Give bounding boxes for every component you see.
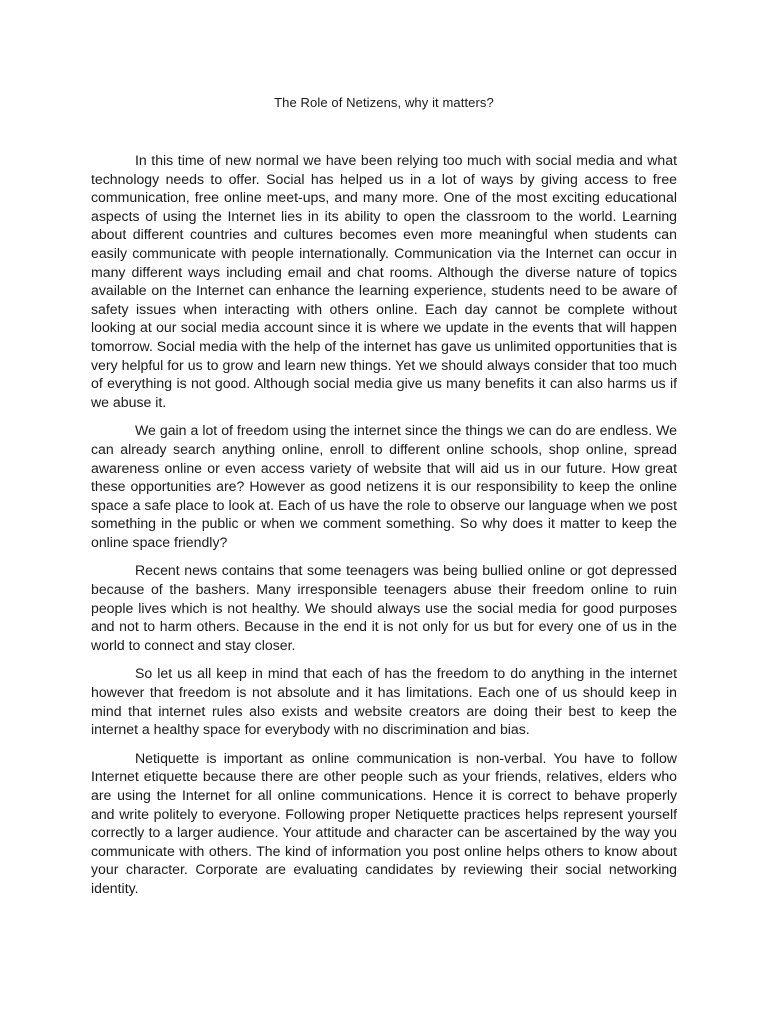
document-title: The Role of Netizens, why it matters? <box>274 95 494 110</box>
paragraph-5: Netiquette is important as online communication is non-verbal. You have to follow Internet etiquette because there are other people such as your friends, relatives, elders who are using the Internet for all online communications. Hence it is correct to behave properly and write politely to everyone. Following proper Netiquette practices helps represent yourself correctly to a larger audience. Your attitude and character can be ascertained by the way you communicate with others. The kind of information you post online helps others to know about your character. Corporate are evaluating candidates by reviewing their social networking identity. <box>91 749 677 896</box>
paragraph-1: In this time of new normal we have been relying too much with social media and what technology needs to offer. Social has helped us in a lot of ways by giving access to free communication, free online meet-ups, and many more. One of the most exciting educational aspects of using the Internet lies in its ability to open the classroom to the world. Learning about different countries and cultures becomes even more meaningful when students can easily communicate with people internationally. Communication via the Internet can occur in many different ways including email and chat rooms. Although the diverse nature of topics available on the Internet can enhance the learning experience, students need to be aware of safety issues when interacting with others online. Each day cannot be complete without looking at our social media account since it is where we update in the events that will happen tomorrow. Social media with the help of the internet has gave us unlimited opportunities that is very helpful for us to grow and learn new things. Yet we should always consider that too much of everything is not good. Although social media give us many benefits it can also harms us if we abuse it. <box>91 152 677 410</box>
paragraph-4: So let us all keep in mind that each of has the freedom to do anything in the internet however that freedom is not absolute and it has limitations. Each one of us should keep in mind that internet rules also exists and website creators are doing their best to keep the internet a healthy space for everybody with no discrimination and bias. <box>91 665 677 738</box>
document-body <box>91 151 677 908</box>
paragraph-3: Recent news contains that some teenagers was being bullied online or got depressed because of the bashers. Many irresponsible teenagers abuse their freedom online to ruin people lives which is not healthy. We should always use the social media for good purposes and not to harm others. Because in the end it is not only for us but for every one of us in the world to connect and stay closer. <box>91 562 677 653</box>
paragraph-2: We gain a lot of freedom using the internet since the things we can do are endless. We can already search anything online, enroll to different online schools, shop online, spread awareness online or even access variety of website that will aid us in our future. How great these opportunities are? However as good netizens it is our responsibility to keep the online space a safe place to look at. Each of us have the role to observe our language when we post something in the public or when we comment something. So why does it matter to keep the online space friendly? <box>91 422 677 550</box>
